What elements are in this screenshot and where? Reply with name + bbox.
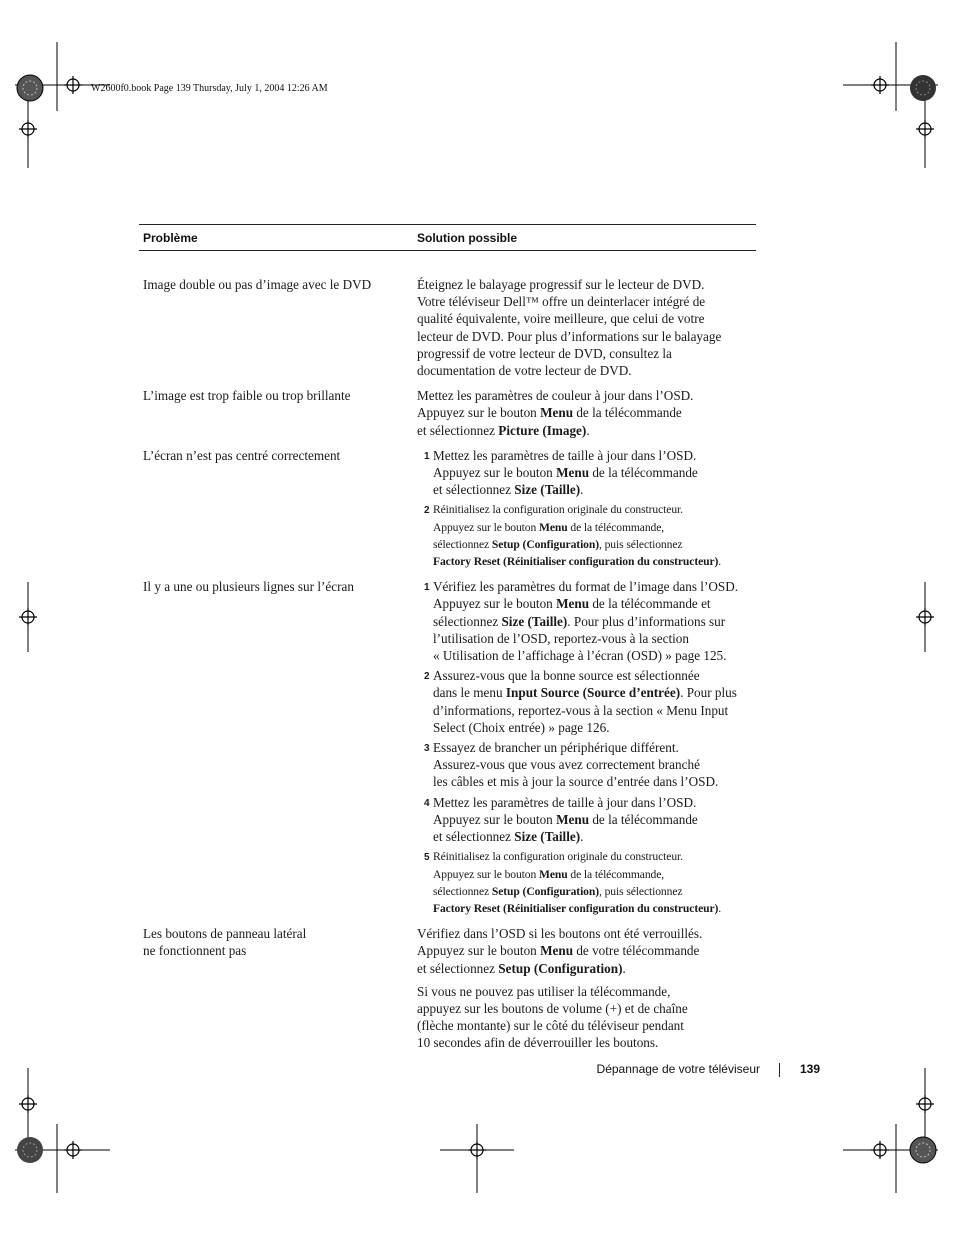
text: Appuyez sur le bouton	[433, 596, 557, 612]
step-item	[417, 794, 756, 846]
step-number: 2	[424, 671, 430, 683]
solution-line	[433, 595, 756, 612]
menu-term: Setup (Configuration)	[491, 884, 599, 898]
text: , puis sélectionnez	[599, 537, 683, 551]
column-header-solution: Solution possible	[417, 230, 518, 245]
solution-line: d’informations, reportez-vous à la section « Menu Input	[433, 702, 729, 718]
solution-line: Éteignez le balayage progressif sur le lecteur de DVD.	[417, 277, 705, 292]
solution-paragraph	[417, 983, 756, 1052]
troubleshooting-table	[139, 224, 756, 1052]
solution-line: qualité équivalente, voire meilleure, que celui de votre	[417, 311, 705, 327]
footer-divider	[779, 1063, 780, 1077]
table-header	[139, 225, 756, 250]
menu-term: Menu	[540, 943, 574, 959]
solution-line	[433, 866, 756, 883]
solution-line: Assurez-vous que la bonne source est sélectionnée	[433, 668, 700, 684]
solution-line: Si vous ne pouvez pas utiliser la télécommande,	[417, 983, 671, 999]
menu-term: Menu	[539, 867, 568, 881]
solution-line	[433, 684, 756, 701]
text: de la télécommande	[589, 811, 698, 827]
menu-term: Menu	[556, 596, 590, 612]
solution-line: lecteur de DVD. Pour plus d’informations sur le balayage	[417, 328, 722, 344]
text: .	[580, 829, 584, 845]
solution-line	[417, 404, 756, 421]
text: de votre télécommande	[573, 943, 700, 959]
text: de la télécommande,	[567, 867, 665, 881]
menu-term: Setup (Configuration)	[491, 537, 599, 551]
solution-line	[417, 960, 756, 977]
menu-term: Menu	[556, 811, 590, 827]
solution-line: « Utilisation de l’affichage à l’écran (OSD) » page 125.	[433, 648, 727, 664]
solution-line	[433, 519, 756, 536]
menu-term: Menu	[539, 520, 568, 534]
solution-line: 10 secondes afin de déverrouiller les boutons.	[417, 1035, 659, 1051]
step-number: 3	[424, 743, 430, 755]
text: .	[622, 960, 626, 976]
problem-line: Les boutons de panneau latéral	[143, 926, 307, 942]
menu-term: Factory Reset (Réinitialiser configuration du constructeur)	[433, 555, 719, 569]
text: de la télécommande	[573, 405, 682, 421]
table-header-rule	[139, 250, 756, 251]
solution-line: Essayez de brancher un périphérique différent.	[433, 740, 679, 756]
problem-cell: Image double ou pas d’image avec le DVD	[143, 277, 372, 292]
text: Appuyez sur le bouton	[433, 465, 557, 481]
menu-term: Setup (Configuration)	[498, 960, 623, 976]
step-number: 4	[424, 797, 430, 809]
menu-term: Factory Reset (Réinitialiser configuration du constructeur)	[433, 901, 719, 915]
text: , puis sélectionnez	[599, 884, 683, 898]
text: Appuyez sur le bouton	[433, 811, 557, 827]
solution-line: les câbles et mis à jour la source d’entrée dans l’OSD.	[433, 774, 719, 790]
solution-line	[433, 811, 756, 828]
solution-line	[433, 883, 756, 900]
text: de la télécommande et	[589, 596, 711, 612]
text: .	[580, 482, 584, 498]
solution-line: Select (Choix entrée) » page 126.	[433, 719, 610, 735]
text: Appuyez sur le bouton	[417, 405, 541, 421]
step-item	[417, 739, 756, 791]
solution-line	[433, 613, 756, 630]
text: sélectionnez	[433, 884, 492, 898]
text: Appuyez sur le bouton	[433, 867, 539, 881]
solution-cell	[417, 447, 756, 570]
solution-line: Mettez les paramètres de taille à jour dans l’OSD.	[433, 447, 697, 463]
solution-line	[433, 900, 756, 917]
solution-line: (flèche montante) sur le côté du téléviseur pendant	[417, 1018, 684, 1034]
text: de la télécommande	[589, 465, 698, 481]
solution-cell	[417, 387, 756, 439]
menu-term: Input Source (Source d’entrée)	[505, 685, 681, 701]
text: . Pour plus	[680, 685, 737, 701]
text: Appuyez sur le bouton	[433, 520, 539, 534]
text: .	[586, 422, 590, 438]
solution-line	[433, 481, 756, 498]
problem-cell: Il y a une ou plusieurs lignes sur l’écran	[143, 579, 354, 595]
menu-term: Menu	[540, 405, 574, 421]
table-row	[139, 925, 756, 1051]
solution-line: progressif de votre lecteur de DVD, consultez la	[417, 345, 672, 361]
solution-cell	[417, 578, 756, 917]
problem-cell: L’écran n’est pas centré correctement	[143, 447, 341, 463]
solution-line	[417, 422, 756, 439]
solution-line	[433, 828, 756, 845]
menu-term: Size (Taille)	[501, 613, 568, 629]
menu-term: Picture (Image)	[498, 422, 587, 438]
table-row	[139, 387, 756, 439]
problem-cell: L’image est trop faible ou trop brillante	[143, 388, 351, 404]
step-number: 1	[424, 450, 430, 462]
text: dans le menu	[433, 685, 506, 701]
solution-line: Assurez-vous que vous avez correctement branché	[433, 757, 700, 773]
solution-line	[433, 536, 756, 553]
table-row	[139, 578, 756, 917]
menu-term: Size (Taille)	[514, 829, 581, 845]
step-item	[417, 447, 756, 499]
text: Appuyez sur le bouton	[417, 943, 541, 959]
step-number: 2	[424, 505, 430, 517]
table-row	[139, 447, 756, 570]
solution-line	[417, 942, 756, 959]
text: et sélectionnez	[433, 482, 515, 498]
step-item	[417, 667, 756, 736]
solution-line: Votre téléviseur Dell™ offre un deinterlacer intégré de	[417, 294, 706, 310]
solution-line	[433, 553, 756, 570]
solution-paragraph	[417, 925, 756, 977]
text: . Pour plus d’informations sur	[567, 613, 726, 629]
table-row	[139, 276, 756, 379]
text: et sélectionnez	[433, 829, 515, 845]
solution-line	[433, 464, 756, 481]
print-header: W2600f0.book Page 139 Thursday, July 1, 2004 12:26 AM	[91, 83, 328, 94]
page-number: 139	[800, 1062, 821, 1076]
problem-cell	[139, 925, 417, 1051]
solution-line: Vérifiez dans l’OSD si les boutons ont été verrouillés.	[417, 926, 703, 942]
solution-line: Mettez les paramètres de couleur à jour dans l’OSD.	[417, 388, 694, 404]
menu-term: Menu	[556, 465, 590, 481]
step-number: 1	[424, 582, 430, 594]
step-number: 5	[424, 852, 430, 864]
step-item	[417, 848, 756, 917]
text: et sélectionnez	[417, 422, 499, 438]
step-item	[417, 578, 756, 664]
solution-line: documentation de votre lecteur de DVD.	[417, 363, 632, 379]
menu-term: Size (Taille)	[514, 482, 581, 498]
text: sélectionnez	[433, 613, 502, 629]
solution-line: appuyez sur les boutons de volume (+) et de chaîne	[417, 1000, 688, 1016]
solution-line: Vérifiez les paramètres du format de l’image dans l’OSD.	[433, 579, 739, 595]
solution-line: Réinitialisez la configuration originale du constructeur.	[433, 503, 683, 517]
text: et sélectionnez	[417, 960, 499, 976]
solution-line: Mettez les paramètres de taille à jour dans l’OSD.	[433, 794, 697, 810]
text: sélectionnez	[433, 537, 492, 551]
text: de la télécommande,	[567, 520, 665, 534]
problem-line: ne fonctionnent pas	[143, 943, 247, 959]
text: .	[718, 901, 722, 915]
solution-line: l’utilisation de l’OSD, reportez-vous à la section	[433, 630, 689, 646]
solution-line: Réinitialisez la configuration originale du constructeur.	[433, 850, 683, 864]
column-header-problem: Problème	[143, 230, 198, 245]
solution-cell	[417, 925, 756, 1051]
footer-section-title: Dépannage de votre téléviseur	[596, 1062, 760, 1076]
solution-cell	[417, 276, 756, 379]
text: .	[718, 555, 722, 569]
step-item	[417, 501, 756, 570]
